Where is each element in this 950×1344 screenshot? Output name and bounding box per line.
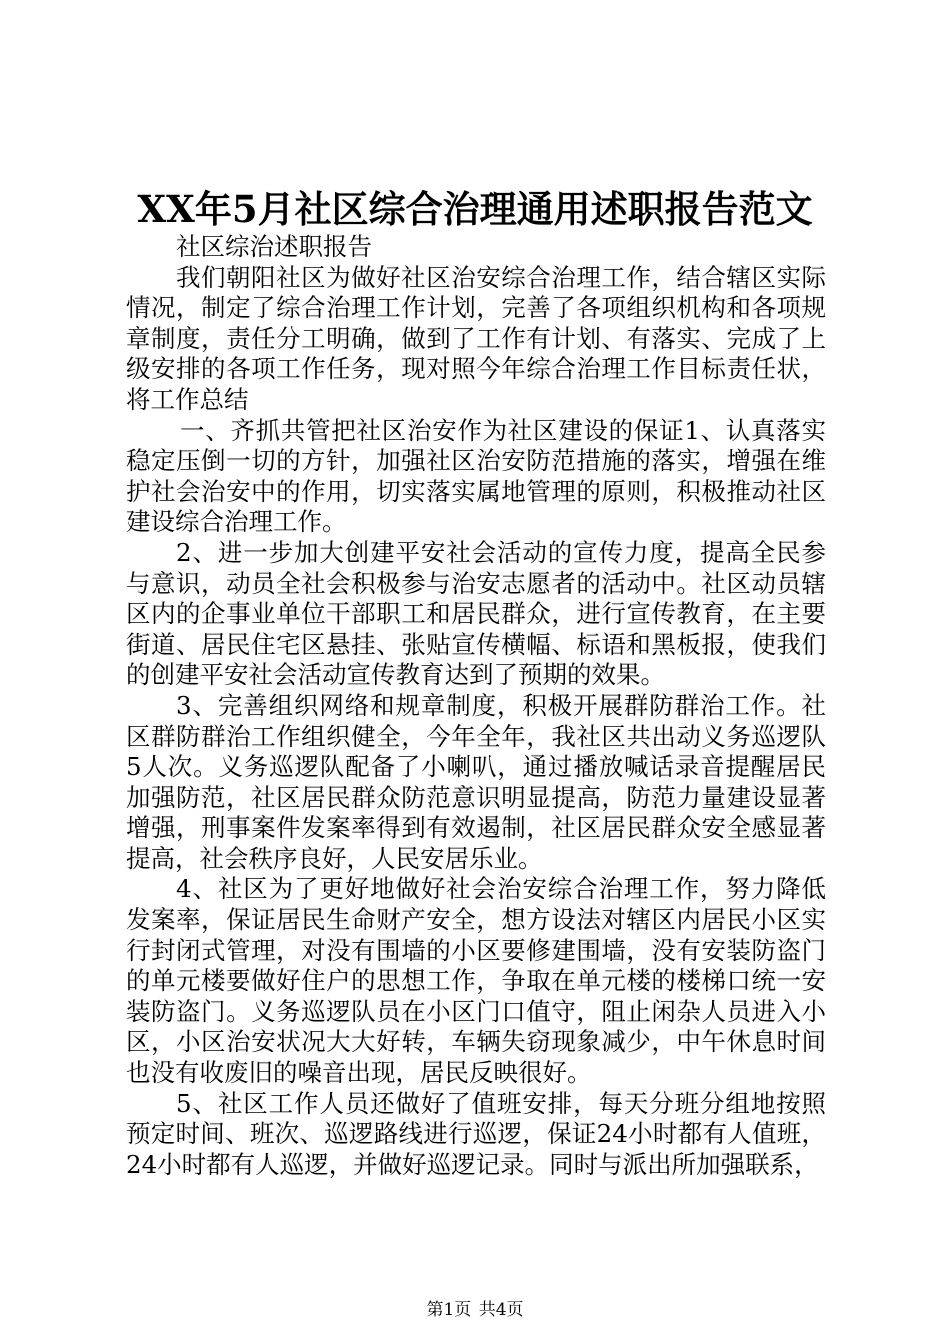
document-body (126, 232, 826, 1180)
paragraph-item-1: 一、齐抓共管把社区治安作为社区建设的保证1、认真落实稳定压倒一切的方针，加强社区治安防范措施的落实，增强在维护社会治安中的作用，切实落实属地管理的原则，积极推动社区建设综合治理工作。 (126, 415, 826, 537)
section-heading: 社区综治述职报告 (176, 232, 372, 261)
paragraph-item-3: 3、完善组织网络和规章制度，积极开展群防群治工作。社区群防群治工作组织健全，今年全年，我社区共出动义务巡逻队5人次。义务巡逻队配备了小喇叭，通过播放喊话录音提醒居民加强防范，社区居民群众防范意识明显提高，防范力量建设显著增强，刑事案件发案率得到有效遏制，社区居民群众安全感显著提高，社会秩序良好，人民安居乐业。 (126, 690, 826, 873)
page-number: 第1页 (426, 1300, 472, 1320)
paragraph-item-4: 4、社区为了更好地做好社会治安综合治理工作，努力降低发案率，保证居民生命财产安全，想方设法对辖区内居民小区实行封闭式管理，对没有围墙的小区要修建围墙，没有安装防盗门的单元楼要做好住户的思想工作，争取在单元楼的楼梯口统一安装防盗门。义务巡逻队员在小区门口值守，阻止闲杂人员进入小区，小区治安状况大大好转，车辆失窃现象减少，中午休息时间也没有收废旧的噪音出现，居民反映很好。 (126, 874, 826, 1088)
page-total: 共4页 (478, 1300, 524, 1320)
paragraph-intro: 我们朝阳社区为做好社区治安综合治理工作，结合辖区实际情况，制定了综合治理工作计划，完善了各项组织机构和各项规章制度，责任分工明确，做到了工作有计划、有落实、完成了上级安排的各项工作任务，现对照今年综合治理工作目标责任状，将工作总结 (126, 262, 826, 414)
paragraph-item-5: 5、社区工作人员还做好了值班安排，每天分班分组地按照预定时间、班次、巡逻路线进行巡逻，保证24小时都有人值班，24小时都有人巡逻，并做好巡逻记录。同时与派出所加强联系， (126, 1088, 826, 1179)
page-footer (0, 1299, 950, 1321)
document-title: XX年5月社区综合治理通用述职报告范文 (137, 187, 813, 231)
paragraph-item-2: 2、进一步加大创建平安社会活动的宣传力度，提高全民参与意识，动员全社会积极参与治安志愿者的活动中。社区动员辖区内的企事业单位干部职工和居民群众，进行宣传教育，在主要街道、居民住宅区悬挂、张贴宣传横幅、标语和黑板报，使我们的创建平安社会活动宣传教育达到了预期的效果。 (126, 537, 826, 690)
